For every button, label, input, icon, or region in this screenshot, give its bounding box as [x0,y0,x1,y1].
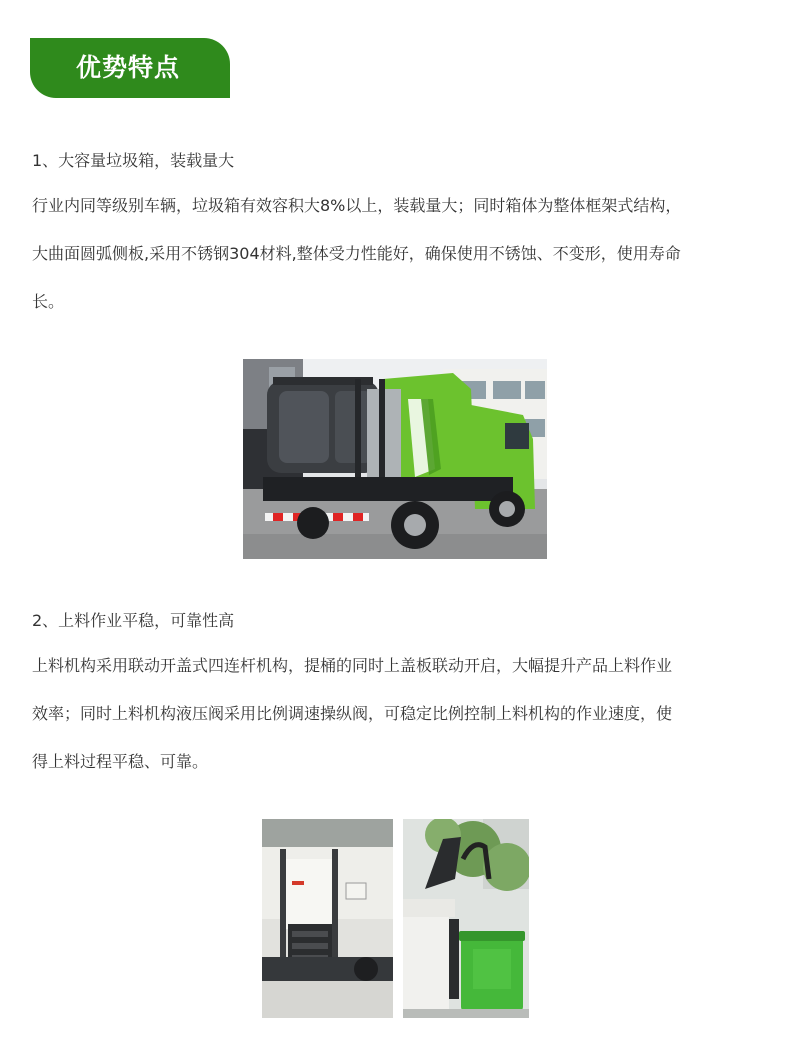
feature-1-description [32,182,772,326]
feature-2-line-2: 效率；同时上料机构液压阀采用比例调速操纵阀，可稳定比例控制上料机构的作业速度，使 [32,704,673,723]
garbage-truck-photo [243,359,547,559]
feature-1-line-3: 长。 [32,292,65,311]
feature-2-line-3: 得上料过程平稳、可靠。 [32,752,209,771]
feature-2-line-1: 上料机构采用联动开盖式四连杆机构，提桶的同时上盖板联动开启，大幅提升产品上料作业 [32,656,673,675]
section-title-banner [30,38,230,98]
section-title: 优势特点 [76,53,181,82]
feature-1-heading: 1、大容量垃圾箱，装载量大 [32,151,235,170]
bin-lifting-photo [403,819,529,1018]
lifting-mechanism-photo [262,819,393,1018]
feature-1-line-2: 大曲面圆弧侧板,采用不锈钢304材料,整体受力性能好，确保使用不锈蚀、不变形，使用寿命 [32,244,681,263]
feature-2-heading: 2、上料作业平稳，可靠性高 [32,611,235,630]
feature-1-line-1: 行业内同等级别车辆，垃圾箱有效容积大8%以上，装载量大；同时箱体为整体框架式结构， [32,196,682,215]
feature-2-description [32,642,772,786]
